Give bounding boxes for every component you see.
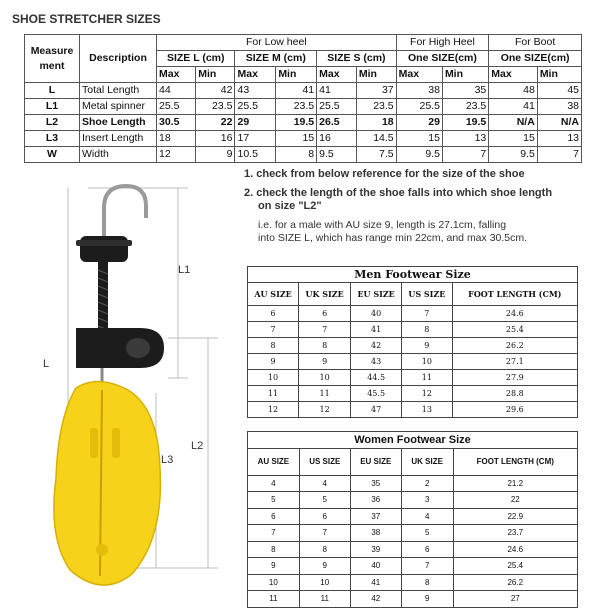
min-header: Min — [276, 67, 317, 83]
women-size-cell: 9 — [401, 591, 453, 608]
shoe-stretcher-illustration — [28, 178, 228, 598]
men-size-cell: 29.6 — [452, 402, 577, 418]
men-column-header: US SIZE — [402, 283, 453, 306]
measurement-value: 41 — [489, 99, 538, 115]
measurement-description: Metal spinner — [80, 99, 157, 115]
measurement-value: 43 — [235, 83, 276, 99]
measurement-description: Width — [80, 147, 157, 163]
measurement-value: 16 — [317, 131, 357, 147]
measurement-value: 14.5 — [356, 131, 396, 147]
description-header: Description — [80, 35, 157, 83]
women-size-cell: 4 — [299, 475, 350, 492]
men-size-row — [248, 338, 578, 354]
women-size-cell: 41 — [350, 574, 401, 591]
men-size-row — [248, 402, 578, 418]
women-footwear-table — [247, 431, 578, 608]
men-size-cell: 12 — [299, 402, 351, 418]
measurement-value: 15 — [276, 131, 317, 147]
max-header: Max — [235, 67, 276, 83]
men-size-cell: 12 — [402, 386, 453, 402]
example-line-2: into SIZE L, which has range min 22cm, and max 30.5cm. — [258, 232, 528, 244]
measurement-value: 9.5 — [317, 147, 357, 163]
women-size-cell: 36 — [350, 492, 401, 509]
women-size-cell: 37 — [350, 508, 401, 525]
high-heel-header: For High Heel — [396, 35, 489, 51]
measurement-code: L2 — [25, 115, 80, 131]
women-column-header: AU SIZE — [248, 448, 300, 475]
men-size-row — [248, 322, 578, 338]
men-size-cell: 13 — [402, 402, 453, 418]
women-column-header: US SIZE — [299, 448, 350, 475]
measurement-value: 48 — [489, 83, 538, 99]
measurement-description: Insert Length — [80, 131, 157, 147]
measurement-value: 9.5 — [489, 147, 538, 163]
men-size-cell: 24.6 — [452, 306, 577, 322]
stretcher-size-table — [24, 34, 582, 163]
men-size-cell: 26.2 — [452, 338, 577, 354]
women-size-cell: 7 — [248, 525, 300, 542]
women-size-cell: 22.9 — [453, 508, 577, 525]
measurement-value: 41 — [317, 83, 357, 99]
note-2: 2. check the length of the shoe falls into which shoe length — [244, 187, 553, 199]
note-2-cont: on size "L2" — [258, 200, 322, 212]
women-size-cell: 9 — [248, 558, 300, 575]
women-size-cell: 21.2 — [453, 475, 577, 492]
low-heel-header: For Low heel — [157, 35, 397, 51]
measurement-code: L — [25, 83, 80, 99]
men-size-cell: 7 — [299, 322, 351, 338]
women-column-header: FOOT LENGTH (CM) — [453, 448, 577, 475]
yellow-shoe-form — [54, 381, 161, 585]
measurement-description: Total Length — [80, 83, 157, 99]
measurement-value: 8 — [276, 147, 317, 163]
measurement-value: 35 — [442, 83, 488, 99]
measurement-row — [25, 99, 582, 115]
max-header: Max — [489, 67, 538, 83]
label-l3: L3 — [161, 454, 174, 466]
label-l: L — [43, 358, 50, 370]
min-header: Min — [356, 67, 396, 83]
women-size-cell: 22 — [453, 492, 577, 509]
measurement-value: 29 — [235, 115, 276, 131]
measurement-code: L3 — [25, 131, 80, 147]
measurement-description: Shoe Length — [80, 115, 157, 131]
women-size-cell: 39 — [350, 541, 401, 558]
measurement-value: 16 — [196, 131, 235, 147]
men-size-cell: 10 — [299, 370, 351, 386]
one-size-boot-header: One SIZE(cm) — [489, 51, 582, 67]
page-title: SHOE STRETCHER SIZES — [12, 12, 161, 26]
clamp-icon — [76, 328, 164, 368]
women-size-cell: 6 — [299, 508, 350, 525]
men-size-cell: 7 — [248, 322, 299, 338]
size-l-header: SIZE L (cm) — [157, 51, 235, 67]
women-size-cell: 8 — [248, 541, 300, 558]
women-size-cell: 6 — [248, 508, 300, 525]
measurement-value: 41 — [276, 83, 317, 99]
label-l2: L2 — [191, 440, 204, 452]
measurement-value: 23.5 — [276, 99, 317, 115]
measurement-value: 7 — [442, 147, 488, 163]
measurement-value: 9.5 — [396, 147, 442, 163]
measurement-value: 12 — [157, 147, 196, 163]
women-size-row — [248, 475, 578, 492]
men-size-row — [248, 354, 578, 370]
measurement-value: 19.5 — [276, 115, 317, 131]
measurement-value: 29 — [396, 115, 442, 131]
men-size-cell: 44.5 — [351, 370, 402, 386]
women-size-cell: 11 — [299, 591, 350, 608]
min-header: Min — [442, 67, 488, 83]
measurement-value: 22 — [196, 115, 235, 131]
men-size-cell: 9 — [402, 338, 453, 354]
women-size-row — [248, 541, 578, 558]
men-size-cell: 10 — [402, 354, 453, 370]
measurement-value: 23.5 — [356, 99, 396, 115]
instructions — [244, 168, 594, 251]
measurement-value: 42 — [196, 83, 235, 99]
measurement-value: 10.5 — [235, 147, 276, 163]
measurement-header: Measure ment — [25, 35, 80, 83]
women-size-cell: 4 — [248, 475, 300, 492]
men-size-cell: 8 — [402, 322, 453, 338]
men-size-cell: 42 — [351, 338, 402, 354]
measurement-value: 23.5 — [442, 99, 488, 115]
men-size-cell: 40 — [351, 306, 402, 322]
women-size-cell: 10 — [248, 574, 300, 591]
measurement-value: 15 — [396, 131, 442, 147]
women-size-cell: 7 — [401, 558, 453, 575]
measurement-row — [25, 83, 582, 99]
measurement-code: L1 — [25, 99, 80, 115]
max-header: Max — [396, 67, 442, 83]
hook-icon — [104, 186, 146, 236]
size-s-header: SIZE S (cm) — [317, 51, 396, 67]
men-size-cell: 25.4 — [452, 322, 577, 338]
women-size-row — [248, 525, 578, 542]
women-size-cell: 5 — [401, 525, 453, 542]
women-size-cell: 25.4 — [453, 558, 577, 575]
measurement-value: 38 — [396, 83, 442, 99]
measurement-value: 25.5 — [317, 99, 357, 115]
women-size-cell: 27 — [453, 591, 577, 608]
men-size-cell: 8 — [299, 338, 351, 354]
women-size-cell: 23.7 — [453, 525, 577, 542]
men-size-row — [248, 306, 578, 322]
men-size-row — [248, 370, 578, 386]
size-m-header: SIZE M (cm) — [235, 51, 317, 67]
measurement-value: 25.5 — [235, 99, 276, 115]
max-header: Max — [317, 67, 357, 83]
women-size-cell: 9 — [299, 558, 350, 575]
men-size-cell: 8 — [248, 338, 299, 354]
measurement-value: 23.5 — [196, 99, 235, 115]
men-table-title: Men Footwear Size — [248, 267, 578, 283]
women-size-cell: 5 — [248, 492, 300, 509]
shoe-stretcher-diagram — [28, 178, 228, 598]
men-size-row — [248, 386, 578, 402]
men-size-cell: 11 — [299, 386, 351, 402]
measurement-value: 18 — [356, 115, 396, 131]
women-size-cell: 11 — [248, 591, 300, 608]
women-size-cell: 26.2 — [453, 574, 577, 591]
measurement-value: 25.5 — [157, 99, 196, 115]
measurement-value: 15 — [489, 131, 538, 147]
men-column-header: AU SIZE — [248, 283, 299, 306]
one-size-high-header: One SIZE(cm) — [396, 51, 489, 67]
measurement-row — [25, 115, 582, 131]
measurement-value: 13 — [442, 131, 488, 147]
measurement-value: 45 — [537, 83, 581, 99]
measurement-value: 13 — [537, 131, 581, 147]
measurement-value: 30.5 — [157, 115, 196, 131]
women-size-cell: 8 — [401, 574, 453, 591]
women-size-cell: 7 — [299, 525, 350, 542]
women-size-cell: 8 — [299, 541, 350, 558]
men-size-cell: 7 — [402, 306, 453, 322]
women-size-row — [248, 591, 578, 608]
boot-header: For Boot — [489, 35, 582, 51]
men-size-cell: 27.1 — [452, 354, 577, 370]
men-size-cell: 6 — [248, 306, 299, 322]
men-size-cell: 41 — [351, 322, 402, 338]
min-header: Min — [196, 67, 235, 83]
women-size-cell: 24.6 — [453, 541, 577, 558]
men-size-cell: 9 — [248, 354, 299, 370]
measurement-value: N/A — [537, 115, 581, 131]
women-size-row — [248, 492, 578, 509]
example-line-1: i.e. for a male with AU size 9, length is 27.1cm, falling — [258, 219, 507, 231]
women-size-cell: 38 — [350, 525, 401, 542]
men-size-cell: 12 — [248, 402, 299, 418]
measurement-value: 26.5 — [317, 115, 357, 131]
measurement-value: 38 — [537, 99, 581, 115]
women-size-cell: 3 — [401, 492, 453, 509]
women-size-cell: 4 — [401, 508, 453, 525]
men-column-header: EU SIZE — [351, 283, 402, 306]
men-footwear-table — [247, 266, 578, 418]
women-size-row — [248, 574, 578, 591]
measurement-value: 7.5 — [356, 147, 396, 163]
measurement-code: W — [25, 147, 80, 163]
knob-icon — [80, 236, 128, 262]
men-size-cell: 10 — [248, 370, 299, 386]
measurement-row — [25, 147, 582, 163]
max-header: Max — [157, 67, 196, 83]
note-1: 1. check from below reference for the size of the shoe — [244, 168, 525, 180]
women-column-header: EU SIZE — [350, 448, 401, 475]
men-size-cell: 28.8 — [452, 386, 577, 402]
men-size-cell: 6 — [299, 306, 351, 322]
women-size-row — [248, 558, 578, 575]
min-header: Min — [537, 67, 581, 83]
men-size-cell: 27.9 — [452, 370, 577, 386]
women-size-cell: 5 — [299, 492, 350, 509]
measurement-value: 18 — [157, 131, 196, 147]
men-column-header: FOOT LENGTH (CM) — [452, 283, 577, 306]
women-size-cell: 35 — [350, 475, 401, 492]
measurement-value: 37 — [356, 83, 396, 99]
measurement-value: N/A — [489, 115, 538, 131]
men-size-cell: 9 — [299, 354, 351, 370]
women-size-cell: 6 — [401, 541, 453, 558]
measurement-row — [25, 131, 582, 147]
measurement-value: 9 — [196, 147, 235, 163]
men-size-cell: 11 — [402, 370, 453, 386]
men-size-cell: 47 — [351, 402, 402, 418]
men-column-header: UK SIZE — [299, 283, 351, 306]
women-size-cell: 42 — [350, 591, 401, 608]
men-size-cell: 11 — [248, 386, 299, 402]
men-size-cell: 43 — [351, 354, 402, 370]
measurement-value: 19.5 — [442, 115, 488, 131]
measurement-value: 44 — [157, 83, 196, 99]
label-l1: L1 — [178, 264, 191, 276]
women-size-row — [248, 508, 578, 525]
women-column-header: UK SIZE — [401, 448, 453, 475]
women-size-cell: 2 — [401, 475, 453, 492]
women-table-title: Women Footwear Size — [248, 432, 578, 449]
men-size-cell: 45.5 — [351, 386, 402, 402]
measurement-value: 17 — [235, 131, 276, 147]
women-size-cell: 10 — [299, 574, 350, 591]
women-size-cell: 40 — [350, 558, 401, 575]
measurement-value: 7 — [537, 147, 581, 163]
measurement-value: 25.5 — [396, 99, 442, 115]
